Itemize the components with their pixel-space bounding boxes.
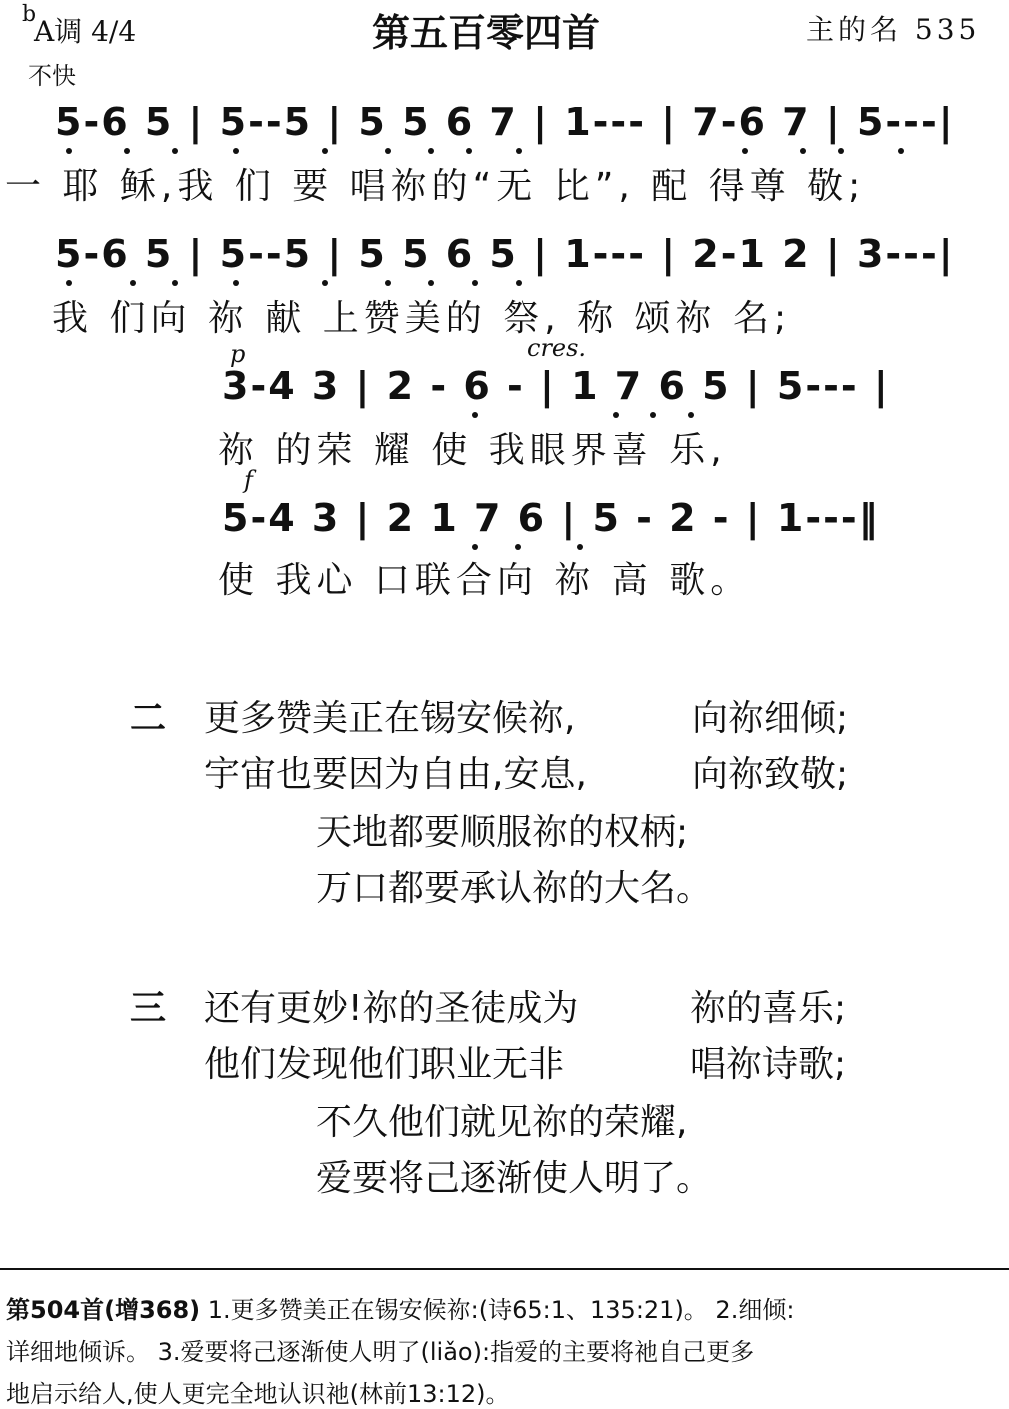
octave-dot xyxy=(650,412,656,418)
verse-line: 他们发现他们职业无非 xyxy=(204,1044,565,1085)
verse-line: 万口都要承认祢的大名。 xyxy=(316,868,713,909)
key-flat-sign: b xyxy=(22,2,37,27)
notation-row-3: 3-4 3 | 2 - 6 - | 1 7 6 5 | 5--- | xyxy=(222,364,890,408)
footnote-line-2: 详细地倾诉。 3.爱要将己逐渐使人明了(liǎo):指爱的主要将祂自己更多 xyxy=(6,1338,755,1366)
tempo-marking: 不快 xyxy=(28,62,76,90)
octave-dot xyxy=(130,280,136,286)
octave-dot xyxy=(472,412,478,418)
dynamic-crescendo: cres. xyxy=(527,334,587,362)
octave-dot xyxy=(515,544,521,550)
octave-dot xyxy=(472,544,478,550)
octave-dot xyxy=(66,148,72,154)
octave-dot xyxy=(688,412,694,418)
lyrics-row-3: 祢 的荣 耀 使 我眼界喜 乐, xyxy=(218,430,727,471)
notation-row-4: 5-4 3 | 2 1 7 6 | 5 - 2 - | 1---‖ xyxy=(222,496,880,540)
verse-line: 祢的喜乐; xyxy=(690,988,847,1029)
octave-dot xyxy=(613,412,619,418)
octave-dot xyxy=(577,544,583,550)
verse-line: 唱祢诗歌; xyxy=(690,1044,847,1085)
octave-dot xyxy=(742,148,748,154)
octave-dot xyxy=(322,280,328,286)
verse-line: 宇宙也要因为自由,安息, xyxy=(204,754,587,795)
octave-dot xyxy=(385,148,391,154)
verse-number: 三 xyxy=(130,988,167,1029)
octave-dot xyxy=(66,280,72,286)
hymn-title: 第五百零四首 xyxy=(372,11,601,55)
footnote-line-1 xyxy=(6,1290,794,1325)
footnote-divider xyxy=(0,1268,1009,1270)
notation-row-2: 5-6 5 | 5--5 | 5 5 6 5 | 1--- | 2-1 2 | 3---| xyxy=(55,232,955,276)
octave-dot xyxy=(898,148,904,154)
verse-line: 向祢细倾; xyxy=(692,698,849,739)
octave-dot xyxy=(516,280,522,286)
lyrics-row-1: 一 耶 稣,我 们 要 唱祢的“无 比”, 配 得尊 敬; xyxy=(5,166,866,207)
dynamic-piano: p xyxy=(230,340,246,368)
footnote-line-3: 地启示给人,使人更完全地认识祂(林前13:12)。 xyxy=(6,1380,510,1408)
octave-dot xyxy=(428,148,434,154)
octave-dot xyxy=(322,148,328,154)
octave-dot xyxy=(385,280,391,286)
octave-dot xyxy=(172,148,178,154)
octave-dot xyxy=(172,280,178,286)
notation-row-1: 5-6 5 | 5--5 | 5 5 6 7 | 1--- | 7-6 7 | 5---| xyxy=(55,100,955,144)
key-signature: A调 4/4 xyxy=(34,15,137,48)
octave-dot xyxy=(516,148,522,154)
verse-line: 天地都要顺服祢的权柄; xyxy=(316,812,689,853)
octave-dot xyxy=(472,280,478,286)
category-label: 主的名 535 xyxy=(806,13,981,46)
verse-line: 爱要将己逐渐使人明了。 xyxy=(316,1158,713,1199)
footnote-text: 1.更多赞美正在锡安候祢:(诗65:1、135:21)。 2.细倾: xyxy=(200,1296,795,1324)
dynamic-forte: f xyxy=(244,466,253,494)
verse-line: 向祢致敬; xyxy=(692,754,849,795)
verse-line: 还有更妙!祢的圣徒成为 xyxy=(204,988,579,1029)
octave-dot xyxy=(466,148,472,154)
octave-dot xyxy=(428,280,434,286)
lyrics-row-4: 使 我心 口联合向 祢 高 歌。 xyxy=(218,560,752,601)
octave-dot xyxy=(838,148,844,154)
verse-line: 不久他们就见祢的荣耀, xyxy=(316,1102,688,1143)
octave-dot xyxy=(233,280,239,286)
octave-dot xyxy=(233,148,239,154)
octave-dot xyxy=(124,148,130,154)
verse-line: 更多赞美正在锡安候祢, xyxy=(204,698,576,739)
verse-number: 二 xyxy=(130,698,167,739)
lyrics-row-2: 我 们向 祢 献 上赞美的 祭, 称 颂祢 名; xyxy=(52,298,792,339)
footnote-title: 第504首(增368) xyxy=(6,1296,201,1324)
octave-dot xyxy=(800,148,806,154)
